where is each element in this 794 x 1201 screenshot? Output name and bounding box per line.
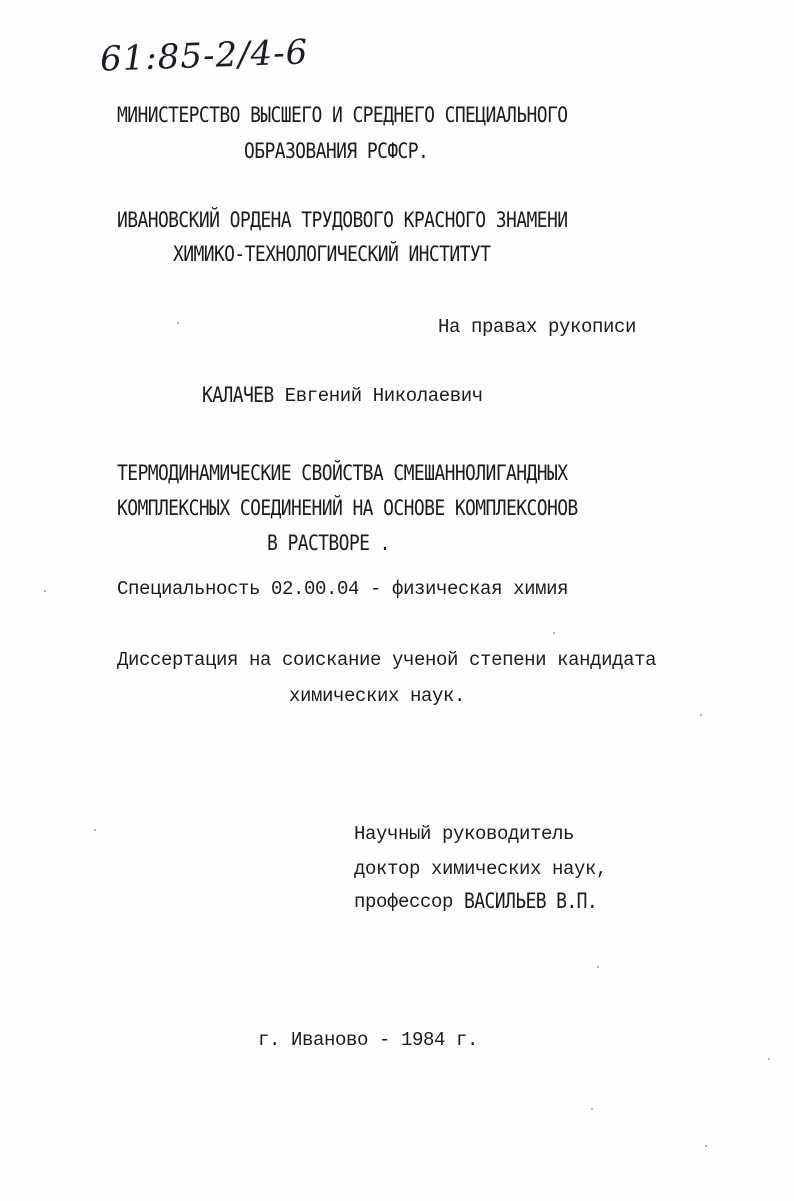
scan-speck [700, 714, 702, 716]
advisor-title: профессор [354, 891, 454, 913]
author-surname: КАЛАЧЕВ [202, 383, 274, 408]
title-line-2: КОМПЛЕКСНЫХ СОЕДИНЕНИЙ НА ОСНОВЕ КОМПЛЕКСОНОВ [117, 496, 578, 521]
author-name [202, 384, 483, 408]
scan-speck [768, 1058, 770, 1060]
scan-speck [177, 322, 179, 324]
degree-line-1: Диссертация на соискание ученой степени кандидата [117, 649, 657, 671]
manuscript-note: На правах рукописи [438, 316, 637, 338]
advisor-line-1: Научный руководитель [354, 823, 575, 845]
degree-line-2: химических наук. [289, 685, 466, 707]
scan-speck [597, 966, 599, 968]
scan-speck [591, 1108, 593, 1110]
scan-speck [44, 590, 46, 592]
advisor-line-3 [354, 890, 597, 914]
advisor-line-2: доктор химических наук, [354, 858, 608, 880]
place-and-year: г. Иваново - 1984 г. [258, 1029, 479, 1051]
specialty: Специальность 02.00.04 - физическая химия [117, 578, 569, 600]
institute-line-1: ИВАНОВСКИЙ ОРДЕНА ТРУДОВОГО КРАСНОГО ЗНАМЕНИ [117, 208, 568, 233]
advisor-name: ВАСИЛЬЕВ В.П. [464, 889, 598, 914]
scan-speck [94, 829, 96, 831]
ministry-line-2: ОБРАЗОВАНИЯ РСФСР. [244, 139, 429, 164]
ministry-line-1: МИНИСТЕРСТВО ВЫСШЕГО И СРЕДНЕГО СПЕЦИАЛЬНОГО [117, 103, 568, 128]
scan-speck [553, 632, 555, 634]
institute-line-2: ХИМИКО-ТЕХНОЛОГИЧЕСКИЙ ИНСТИТУТ [173, 242, 491, 267]
scan-speck [705, 1145, 707, 1147]
title-line-1: ТЕРМОДИНАМИЧЕСКИЕ СВОЙСТВА СМЕШАННОЛИГАНДНЫХ [117, 461, 568, 486]
author-given-names: Евгений Николаевич [284, 385, 483, 407]
title-line-3: В РАСТВОРЕ . [267, 531, 390, 556]
handwritten-catalog-number: 61:85-2/4-6 [99, 32, 309, 80]
